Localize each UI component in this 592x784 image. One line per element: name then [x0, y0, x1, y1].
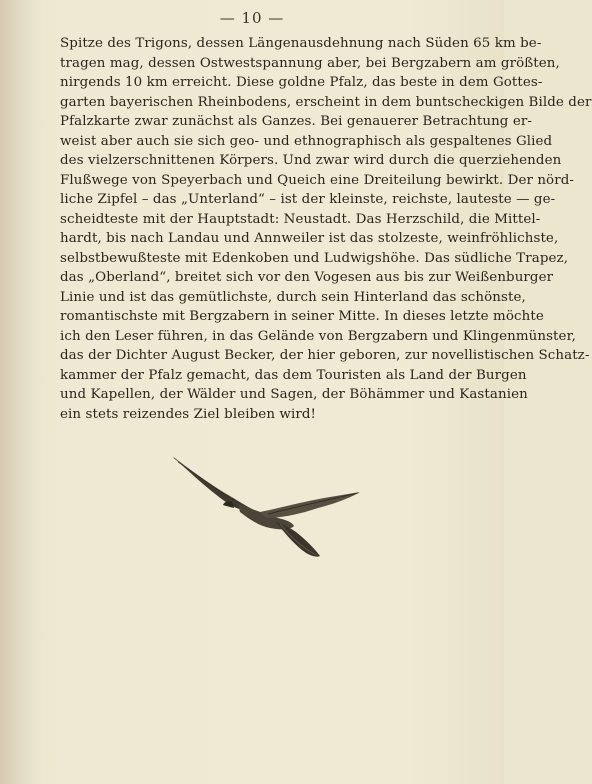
bird-illustration — [168, 452, 364, 562]
gutter-shadow — [0, 0, 34, 784]
text-line: ein stets reizendes Ziel bleiben wird! — [60, 406, 316, 422]
text-line: nirgends 10 km erreicht. Diese goldne Pfalz, das beste in dem Gottes- — [60, 75, 543, 90]
page-number: — 10 — — [219, 9, 285, 27]
text-line: hardt, bis nach Landau und Annweiler ist das stolzeste, weinfröhlichste, — [60, 231, 559, 246]
text-line: und Kapellen, der Wälder und Sagen, der Böhämmer und Kastanien — [60, 387, 528, 402]
text-line: des vielzerschnittenen Körpers. Und zwar wird durch die querziehenden — [60, 153, 562, 168]
text-line: kammer der Pfalz gemacht, das dem Touristen als Land der Burgen — [60, 367, 527, 383]
text-line: das „Oberland“, breitet sich vor den Vogesen aus bis zur Weißenburger — [60, 270, 554, 285]
text-line: Spitze des Trigons, dessen Längenausdehnung nach Süden 65 km be- — [60, 36, 542, 51]
text-line: liche Zipfel – das „Unterland“ – ist der kleinste, reichste, lauteste — ge- — [60, 192, 556, 207]
text-line: garten bayerischen Rheinbodens, erscheint in dem buntscheckigen Bilde der — [60, 94, 592, 110]
text-line: ich den Leser führen, in das Gelände von Bergzabern und Klingenmünster, — [60, 328, 576, 344]
text-line: weist aber auch sie sich geo- und ethnographisch als gespaltenes Glied — [60, 133, 553, 149]
body-text — [60, 34, 592, 424]
text-line: tragen mag, dessen Ostwestspannung aber, bei Bergzabern am größten, — [60, 55, 560, 71]
text-line: romantischste mit Bergzabern in seiner Mitte. In dieses letzte möchte — [60, 309, 544, 324]
text-line: Linie und ist das gemütlichste, durch sein Hinterland das schönste, — [60, 289, 526, 305]
text-line: scheidteste mit der Hauptstadt: Neustadt. Das Herzschild, die Mittel- — [60, 211, 541, 227]
text-line: Pfalzkarte zwar zunächst als Ganzes. Bei genauerer Betrachtung er- — [60, 114, 532, 129]
text-line: das der Dichter August Becker, der hier geboren, zur novellistischen Schatz- — [60, 348, 590, 363]
text-line: Flußwege von Speyerbach und Queich eine Dreiteilung bewirkt. Der nörd- — [60, 172, 575, 188]
text-line: selbstbewußteste mit Edenkoben und Ludwigshöhe. Das südliche Trapez, — [60, 250, 569, 266]
